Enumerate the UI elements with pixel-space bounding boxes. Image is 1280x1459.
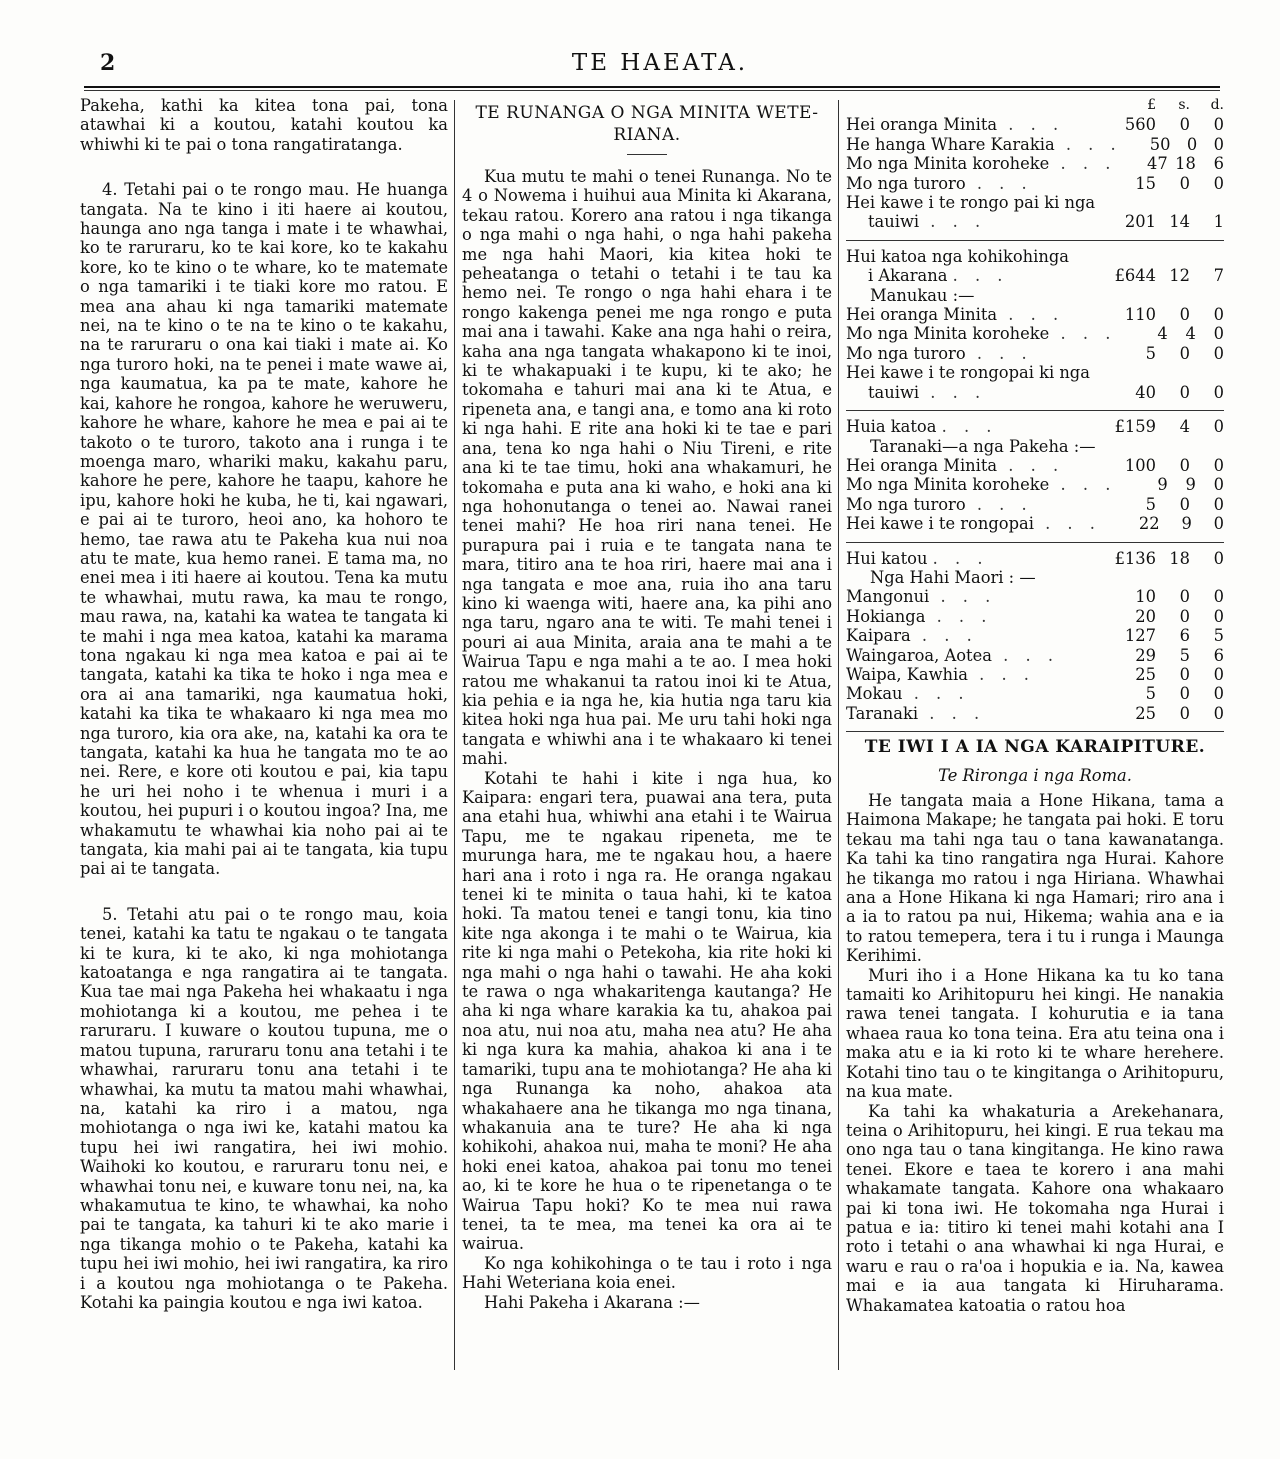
maori-table	[846, 587, 1224, 723]
amount-pounds: 50	[1149, 134, 1171, 154]
paragraph: Hahi Pakeha i Akarana :—	[484, 1292, 700, 1312]
row-label: Hei oranga Minita	[846, 455, 998, 475]
amount-shillings: 0	[1179, 455, 1190, 475]
row-label: Mo nga Minita koroheke	[846, 154, 1050, 174]
paragraph: Pakeha, kathi ka kitea tona pai, tona atawhai ki a koutou, katahi koutou ka whiwhi ki te pai o tona rangatiratanga.	[80, 96, 448, 154]
rule	[846, 542, 1224, 543]
rule	[846, 731, 1224, 732]
amount-pence: 0	[1213, 324, 1224, 344]
amount-pence: 0	[1213, 343, 1224, 363]
amount-pence: 1	[1213, 212, 1224, 232]
rule	[846, 240, 1224, 241]
amount-pence: 0	[1213, 494, 1224, 514]
money-row: Kaipara . . . 127 6 5	[846, 626, 1224, 646]
total-caption: Hui katoa nga kohikohinga	[846, 246, 1069, 266]
amount-pounds: 10	[1135, 587, 1156, 607]
maori-heading: Nga Hahi Maori : —	[870, 567, 1036, 587]
paragraph: He tangata maia a Hone Hikana, tama a Haimona Makape; he tangata pai hoki. E toru tekau ma tahi nga tau o tana kawanatanga. Ka tahi ka tino rangatira nga Hurai. Kahore he tikanga mo ratou i nga Hiriana. Whawhai ana a Hone Hikana ki nga Hamari; riro ana i a ia to ratou pa nui, Hikema; wahia ana e ia to ratou temepera, tera i tu i runga i Maunga Kerihimi.	[846, 791, 1224, 966]
amount-shillings: 0	[1179, 343, 1190, 363]
row-label: Mo nga Minita koroheke	[846, 475, 1050, 495]
money-row: Hei kawe i te rongopai . . . 22 9 0	[846, 514, 1224, 534]
amount-pounds: 40	[1135, 382, 1156, 402]
money-row: Mo nga turoro . . . 5 0 0	[846, 494, 1224, 514]
masthead-title: TE HAEATA.	[571, 50, 749, 76]
amount-shillings: 14	[1169, 212, 1190, 232]
amount-pence: 0	[1213, 587, 1224, 607]
money-row: tauiwi . . . 40 0 0	[868, 382, 1224, 402]
manukau-total-row: Huia katoa . . . £159 4 0	[846, 417, 1224, 437]
page-header	[100, 44, 1220, 84]
taranaki-heading: Taranaki—a nga Pakeha :—	[870, 436, 1096, 456]
money-row: Mo nga Minita koroheke . . . 4 4 0	[846, 324, 1224, 344]
row-label: Mo nga turoro	[846, 343, 966, 363]
amount-pounds: 29	[1135, 645, 1156, 665]
amount-shillings: 0	[1179, 606, 1190, 626]
amount-shillings: 9	[1181, 514, 1192, 534]
row-label: Hei kawe i te rongo pai ki nga	[846, 193, 1096, 213]
amount-shillings: 0	[1179, 684, 1190, 704]
money-row: Hokianga . . . 20 0 0	[846, 606, 1224, 626]
amount-shillings: 0	[1179, 587, 1190, 607]
amount-pounds: 201	[1124, 212, 1156, 232]
money-row	[846, 193, 1224, 212]
amount-shillings: 0	[1179, 115, 1190, 135]
section-title: TE IWI I A IA NGA KARAIPITURE.	[864, 737, 1206, 758]
row-label: Kaipara	[846, 626, 911, 646]
money-row: Mokau . . . 5 0 0	[846, 684, 1224, 704]
row-label: Mangonui	[846, 587, 930, 607]
amount-pounds: 110	[1124, 305, 1156, 325]
money-row: Hei oranga Minita . . . 560 0 0	[846, 115, 1224, 135]
amount-shillings: 0	[1179, 703, 1190, 723]
amount-shillings: 0	[1179, 494, 1190, 514]
amount-pence: 0	[1213, 134, 1224, 154]
amount-shillings: 0	[1179, 305, 1190, 325]
amount-shillings: 0	[1179, 382, 1190, 402]
money-row: He hanga Whare Karakia . . . 50 0 0	[846, 134, 1224, 154]
amount-shillings: 18	[1175, 154, 1196, 174]
akarana-total-row: i Akarana . . . £644 12 7	[868, 266, 1224, 286]
manukau-table	[846, 305, 1224, 402]
paragraph: Ko nga kohikohinga o te tau i roto i nga Hahi Weteriana koia enei.	[462, 1253, 832, 1293]
amount-pounds: 25	[1135, 664, 1156, 684]
taranaki-table	[846, 456, 1224, 534]
column-divider	[454, 100, 455, 1370]
row-label: Mo nga turoro	[846, 494, 966, 514]
row-label: Mokau	[846, 684, 903, 704]
article-title: TE RUNANGA O NGA MINITA WETE- RIANA.	[475, 103, 819, 145]
paragraph: Kotahi te hahi i kite i nga hua, ko Kaipara: engari tera, puawai ana tera, puta ana etahi hua, whiwhi ana etahi i te Wairua Tapu, me te ngakau ripeneta, me te murunga hara, me te ngakau hou, a haere hari ana i roto i nga ra. He oranga ngakau tenei ki te minita o taua hahi, ki te katoa hoki. Ta matou tenei e tangi tonu, kia tino kite nga akonga i te mahi o te Wairua, kia rite ki nga mahi o Petekoha, kia rite hoki ki nga mahi o nga hahi o tawahi. He aha koki te rawa o nga whakaritenga kautanga? He aha ki nga whare karakia ka tu, ahakoa pai noa atu, nui noa atu, maha nea atu? He aha ki nga kura ka mahia, ahakoa ki ana i te tamariki, tupu ana te mohiotanga? He aha ki nga Runanga ka noho, ahakoa ata whakahaere ana he tikanga mo nga tinana, whakanuia ana te ture? He aha ki nga kohikohi, ahakoa nui, maha te moni? He aha hoki enei katoa, ahakoa pai tonu mo tenei ao, ki te kore he hua o te ripenetanga o te Wairua Tapu hoki? Ko te mea nui rawa tenei, ta te mea, ma tenei ka ora ai te wairua.	[462, 768, 833, 1254]
amount-pence: 0	[1213, 703, 1224, 723]
amount-pounds: 22	[1138, 514, 1160, 534]
money-row: Taranaki . . . 25 0 0	[846, 703, 1224, 723]
amount-pounds: 100	[1124, 455, 1156, 475]
amount-pence: 0	[1213, 514, 1224, 534]
row-label: tauiwi	[868, 212, 920, 232]
money-row: Mo nga turoro . . . 15 0 0	[846, 173, 1224, 193]
column-divider	[838, 100, 839, 1370]
header-rule	[84, 86, 1220, 88]
row-label: Mo nga turoro	[846, 173, 966, 193]
row-label: Waingaroa, Aotea	[846, 645, 992, 665]
money-row: Mo nga Minita koroheke . . . 47 18 6	[846, 154, 1224, 174]
money-headers: £ s. d.	[1147, 97, 1224, 113]
amount-pence: 0	[1213, 475, 1224, 495]
money-row: tauiwi . . . 201 14 1	[868, 212, 1224, 232]
amount-pence: 0	[1213, 606, 1224, 626]
amount-pence: 5	[1213, 626, 1224, 646]
money-row: Waingaroa, Aotea . . . 29 5 6	[846, 645, 1224, 665]
amount-pounds: 20	[1135, 606, 1156, 626]
amount-pounds: 47	[1146, 154, 1168, 174]
amount-pounds: 560	[1124, 115, 1156, 135]
amount-pence: 0	[1213, 664, 1224, 684]
row-label: Hei oranga Minita	[846, 115, 998, 135]
header-rule-thin	[84, 90, 1220, 91]
amount-pence: 0	[1213, 115, 1224, 135]
amount-shillings: 6	[1179, 626, 1190, 646]
amount-pence: 0	[1213, 305, 1224, 325]
money-row: Mo nga turoro . . . 5 0 0	[846, 343, 1224, 363]
row-label: Hei kawe i te rongopai	[846, 514, 1034, 534]
amount-pence: 6	[1213, 645, 1224, 665]
column-middle	[462, 96, 832, 1312]
amount-pence: 0	[1213, 173, 1224, 193]
money-row: Mangonui . . . 10 0 0	[846, 587, 1224, 607]
amount-pence: 6	[1213, 154, 1224, 174]
amount-pounds: 15	[1135, 173, 1156, 193]
section-subtitle: Te Rironga i nga Roma.	[938, 765, 1132, 785]
paragraph: Ka tahi ka whakaturia a Arekehanara, teina o Arihitopuru, hei kingi. E rua tekau ma ono nga tau o tana kingitanga. He kino rawa tenei. Ekore e taea te korero i ana mahi whakamate tangata. Kahore ona whakaaro pai ki tona iwi. He tokomaha nga Hurai i patua e ia: titiro ki tenei mahi kotahi ana I roto i tetahi o ana whawhai ki nga Hurai, e waru e rau o ra'oa i hopukia e ia. Na, kawea mai e ia aua tangata ki Hiruharama. Whakamatea katoatia o ratou hoa	[846, 1101, 1224, 1315]
row-label: tauiwi	[868, 382, 920, 402]
row-label: Waipa, Kawhia	[846, 664, 968, 684]
amount-shillings: 0	[1179, 664, 1190, 684]
amount-shillings: 9	[1185, 475, 1196, 495]
page-number: 2	[100, 50, 116, 76]
rule	[846, 410, 1224, 411]
title-rule	[627, 154, 667, 155]
money-row: Hei oranga Minita . . . 110 0 0	[846, 305, 1224, 325]
paragraph: Muri iho i a Hone Hikana ka tu ko tana tamaiti ko Arihitopuru hei kingi. He nanakia rawa tenei tangata. I kohurutia e ia tana whaea raua ko tona teina. Era atu teina ona i maka atu e ia ki roto ki te whare herehere. Kotahi tino tau o te kingitanga o Arihitopuru, na kua mate.	[846, 965, 1224, 1102]
amount-shillings: 5	[1179, 645, 1190, 665]
row-label: Hokianga	[846, 606, 926, 626]
paragraph: Kua mutu te mahi o tenei Runanga. No te 4 o Nowema i huihui aua Minita ki Akarana, tekau ratou. Korero ana ratou i nga tikanga o nga mahi o nga hahi, o nga hahi pakeha me nga hahi Maori, kia kitea hoki te peheatanga o tetahi o tetahi i te tau ka hemo nei. Te rongo o nga hahi ehara i te rongo kakenga penei me nga rongo e puta mai ana i tawahi. Kake ana nga hahi o reira, kaha ana nga tangata whakapono ki te inoi, ki te whakapuaki i te kupu, ki te ako; he tokomaha e tahuri mai ana ki te Atua, e ripeneta ana, e tangi ana, e tomo ana ki roto ki nga hahi. E rite ana hoki ki te tae e pari ana, tena ko nga hahi o Niu Tireni, e rite ana ki te tae timu, hoki ana whakamuri, he tokomaha e puta ana ki waho, e hoki ana ki nga hohonutanga o tenei ao. Nawai ranei tenei mahi? He hoa riri nana tenei. He purapura pai i ruia e te tangata nana te mara, titiro ana te hoa riri, haere mai ana i nga tangata e moe ana, ruia iho ana taru kino ki waenga witi, haere ana, ka pihi ano nga taru, ngaro ana te witi. Te mahi tenei i pouri ai aua Minita, araia ana te mahi a te Wairua Tapu e nga mahi a te ao. I mea hoki ratou me whakanui ta ratou inoi ki te Atua, kia pehia e ia nga he, kia hutia nga taru kia kitea hoki nga hua pai. Me uru tahi hoki nga tangata e whiwhi ana i te whakaaro ki tenei mahi.	[462, 167, 832, 769]
amount-pence: 0	[1213, 455, 1224, 475]
row-label: Hei oranga Minita	[846, 305, 998, 325]
amount-shillings: 4	[1185, 324, 1196, 344]
amount-pounds: 5	[1145, 684, 1156, 704]
money-row: Mo nga Minita koroheke . . . 9 9 0	[846, 475, 1224, 495]
money-row: Waipa, Kawhia . . . 25 0 0	[846, 664, 1224, 684]
manukau-heading: Manukau :—	[870, 285, 975, 305]
amount-shillings: 0	[1186, 134, 1198, 154]
amount-pounds: 9	[1157, 475, 1168, 495]
paragraph-5: 5. Tetahi atu pai o te rongo mau, koia tenei, katahi ka tatu te ngakau o te tangata ki te kura, ki te ako, ki nga mohiotanga katoatanga e nga rangatira ai te tangata. Kua tae mai nga Pakeha hei whakaatu i nga mohiotanga ki a koutou, me pehea i te raruraru. I kuware o koutou tupuna, me o matou tupuna, raruraru tonu ana tetahi i te whawhai, raruraru tonu ana tetahi i te whawhai, ka mutu ta matou mahi whawhai, na, katahi ka riro i a matou, nga mohiotanga o nga iwi ke, katahi matou ka tupu hei iwi rangatira, hei iwi mohio. Waihoki ko koutou, e raruraru tonu nei, e whawhai tonu nei, e kuware tonu nei, na, ka whakamutua te kino, te whawhai, ka noho pai te tangata, ka tahuri ki te ako marie i nga tikanga mohio o te Pakeha, katahi ka tupu hei iwi mohio, hei iwi rangatira, ka riro i a koutou nga mohiotanga o te Pakeha. Kotahi ka paingia koutou e nga iwi katoa.	[80, 904, 448, 1312]
amount-shillings: 0	[1179, 173, 1190, 193]
row-label: Hei kawe i te rongopai ki nga	[846, 363, 1090, 383]
amount-pounds: 127	[1124, 626, 1156, 646]
amount-pounds: 5	[1145, 343, 1156, 363]
column-left	[80, 96, 448, 1312]
amount-pounds: 5	[1145, 494, 1156, 514]
row-label: Taranaki	[846, 703, 919, 723]
paragraph-4: 4. Tetahi pai o te rongo mau. He huanga tangata. Na te kino i iti haere ai koutou, haunga ano nga tanga i mate i te whawhai, ko te raruraru, ko te kai kore, ko te kakahu kore, ko te kino o te whare, ko te matemate o nga tamariki i te tiaki kore mo ratou. E mea ana ahau ki nga tamariki matemate nei, na te kino o te na te kino o te kakahu, na te raruraru o ona kai tiaki i mate ai. Ko nga turoro hoki, na te penei i mate wawe ai, nga kaumatua, ka pa te mate, kahore he kai, kahore he rongoa, kahore he weruweru, kahore he whare, kahore he mea e pai ai te takoto o te turoro, takoto ana i runga i te moenga maro, whariki maku, kakahu paru, kahore he pere, kahore he taapu, kahore he ipu, kahore hoki he kuba, he ti, kai ngawari, e pai ai te turoro, heoi ano, ka hohoro te hemo, tae rawa atu te Pakeha kua nui noa atu te mate, kua hemo ranei. E tama ma, no enei mea i iti haere ai koutou. Tena ka mutu te whawhai, mutu rawa, ka mau te rongo, mau rawa, na, katahi ka watea te tangata ki te mahi i nga mea katoa, katahi ka marama tona ngakau ki nga mea katoa e pai ai te tangata, katahi ka tika te hoko i nga mea e ora ai ana tamariki, nga kaumatua hoki, katahi ka tika te whakaaro ki nga mea mo nga turoro, kia ora ake, na, katahi ka ora te tangata, katahi ka hua he tangata mo te ao nei. Rere, e kore oti koutou e pai, kia tapu he uri hei noho i te whenua i muri i a koutou, hei pupuri i o koutou ingoa? Ina, me whakamutu te whawhai kia noho pai ai te tangata, kia mahi pai ai te tangata, kia tupu pai ai te tangata.	[80, 180, 448, 879]
row-label: Mo nga Minita koroheke	[846, 324, 1050, 344]
column-right	[846, 96, 1224, 1315]
amount-pounds: 25	[1135, 703, 1156, 723]
taranaki-total-row: Hui katou . . . £136 18 0	[846, 548, 1224, 568]
row-label: He hanga Whare Karakia	[846, 134, 1055, 154]
amount-pence: 0	[1213, 382, 1224, 402]
amount-pence: 0	[1213, 684, 1224, 704]
money-row	[846, 363, 1224, 382]
akarana-table	[846, 115, 1224, 231]
amount-pounds: 4	[1157, 324, 1168, 344]
money-row: Hei oranga Minita . . . 100 0 0	[846, 455, 1224, 475]
